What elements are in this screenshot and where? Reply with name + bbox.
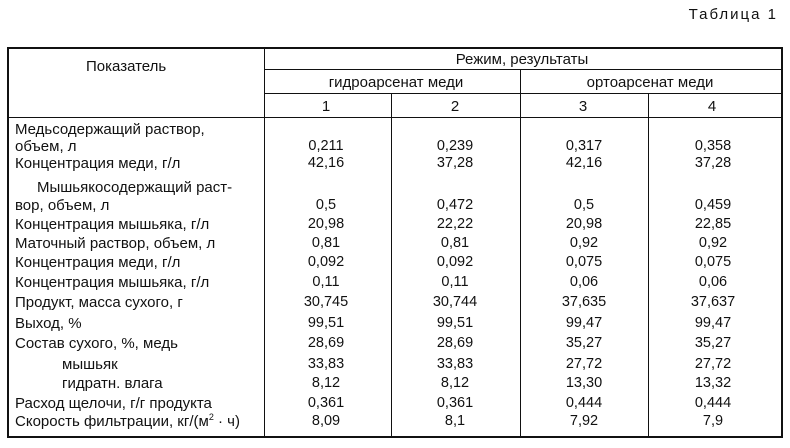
table-cell: 0,239 <box>436 138 474 154</box>
header-indicator: Показатель <box>86 58 167 75</box>
table-cell: 0,459 <box>694 197 732 213</box>
header-group-orthoarsenate: ортоарсенат меди <box>586 74 714 91</box>
table-cell: 0,5 <box>573 197 595 213</box>
table-cell: 35,27 <box>565 335 603 351</box>
row-label: Расход щелочи, г/г продукта <box>15 395 212 412</box>
table-cell: 0,06 <box>569 274 599 290</box>
table-cell: 0,81 <box>311 235 341 251</box>
table-cell: 8,12 <box>440 375 470 391</box>
row-label-text: · ч) <box>213 413 240 430</box>
table-cell: 0,075 <box>565 254 603 270</box>
table-caption: Таблица 1 <box>688 6 778 23</box>
table-cell: 7,92 <box>569 413 599 429</box>
table-cell: 13,30 <box>565 375 603 391</box>
table-cell: 0,092 <box>436 254 474 270</box>
table-cell: 0,361 <box>307 395 345 411</box>
table-cell: 99,47 <box>694 315 732 331</box>
row-label: Концентрация меди, г/л <box>15 155 181 172</box>
table-cell: 33,83 <box>307 356 345 372</box>
table-cell: 0,361 <box>436 395 474 411</box>
row-label: Выход, % <box>15 315 82 332</box>
table-cell: 0,317 <box>565 138 603 154</box>
table-cell: 30,744 <box>432 294 478 310</box>
table-cell: 0,444 <box>565 395 603 411</box>
table-cell: 37,637 <box>690 294 736 310</box>
table-cell: 37,28 <box>694 155 732 171</box>
header-col-2: 2 <box>450 98 460 115</box>
table-cell: 0,92 <box>569 235 599 251</box>
table-cell: 7,9 <box>702 413 724 429</box>
table-cell: 27,72 <box>694 356 732 372</box>
header-col-1: 1 <box>321 98 331 115</box>
row-label: объем, л <box>15 138 77 155</box>
table-cell: 33,83 <box>436 356 474 372</box>
table-cell: 22,22 <box>436 216 474 232</box>
header-rule-2 <box>264 93 782 94</box>
column-rule-label <box>264 48 265 437</box>
table-cell: 99,51 <box>436 315 474 331</box>
row-label: мышьяк <box>62 356 118 373</box>
row-label: Концентрация меди, г/л <box>15 254 181 271</box>
table-cell: 30,745 <box>303 294 349 310</box>
table-cell: 42,16 <box>307 155 345 171</box>
header-rule-bottom <box>8 117 782 118</box>
header-col-3: 3 <box>578 98 588 115</box>
row-label-superscript: 2 <box>208 412 214 422</box>
row-label: Концентрация мышьяка, г/л <box>15 274 210 291</box>
table-cell: 37,635 <box>561 294 607 310</box>
table-cell: 0,11 <box>441 274 469 290</box>
table-cell: 27,72 <box>565 356 603 372</box>
table-cell: 22,85 <box>694 216 732 232</box>
row-label: гидратн. влага <box>62 375 163 392</box>
table-cell: 99,51 <box>307 315 345 331</box>
row-label: Мышьякосодержащий раст- <box>37 179 233 196</box>
table-cell: 0,5 <box>315 197 337 213</box>
table-cell: 0,06 <box>698 274 728 290</box>
row-label-text: Скорость фильтрации, кг/(м <box>15 413 209 430</box>
table-cell: 0,075 <box>694 254 732 270</box>
table-cell: 0,81 <box>440 235 470 251</box>
table-cell: 42,16 <box>565 155 603 171</box>
row-label: Медьсодержащий раствор, <box>15 121 205 138</box>
header-group-hydroarsenate: гидроарсенат меди <box>328 74 464 91</box>
row-label: Состав сухого, %, медь <box>15 335 178 352</box>
table-cell: 0,92 <box>698 235 728 251</box>
header-col-4: 4 <box>707 98 717 115</box>
table-cell: 37,28 <box>436 155 474 171</box>
table-cell: 8,1 <box>444 413 466 429</box>
table-cell: 0,092 <box>307 254 345 270</box>
table-cell: 13,32 <box>694 375 732 391</box>
row-label: Продукт, масса сухого, г <box>15 294 183 311</box>
table-cell: 28,69 <box>307 335 345 351</box>
table-cell: 0,472 <box>436 197 474 213</box>
table-cell: 0,211 <box>308 138 344 154</box>
row-label: Маточный раствор, объем, л <box>15 235 216 252</box>
table-cell: 99,47 <box>565 315 603 331</box>
row-label <box>15 413 240 430</box>
table-cell: 35,27 <box>694 335 732 351</box>
table-cell: 28,69 <box>436 335 474 351</box>
table-cell: 0,11 <box>312 274 340 290</box>
column-rule-group <box>520 69 521 437</box>
table-cell: 0,444 <box>694 395 732 411</box>
header-rule-1 <box>264 69 782 70</box>
column-rule-2 <box>391 93 392 437</box>
column-rule-4 <box>648 93 649 437</box>
table-cell: 0,358 <box>694 138 732 154</box>
table-cell: 20,98 <box>307 216 345 232</box>
table-cell: 8,12 <box>311 375 341 391</box>
header-mode: Режим, результаты <box>455 51 589 68</box>
table-cell: 20,98 <box>565 216 603 232</box>
row-label: вор, объем, л <box>15 197 110 214</box>
row-label: Концентрация мышьяка, г/л <box>15 216 210 233</box>
table-cell: 8,09 <box>311 413 341 429</box>
